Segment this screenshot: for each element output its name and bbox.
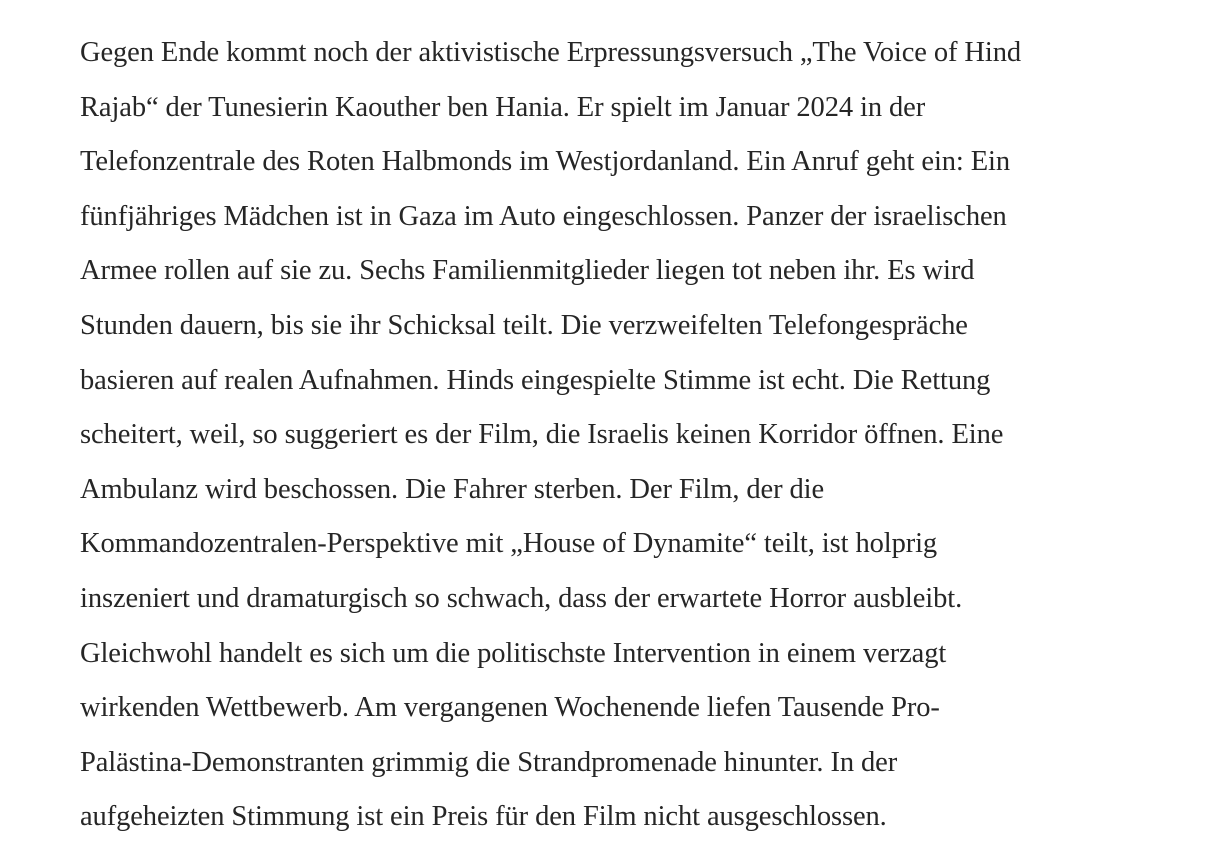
paragraph-line: aufgeheizten Stimmung ist ein Preis für den Film nicht ausgeschlossen. xyxy=(80,801,887,833)
paragraph-line: scheitert, weil, so suggeriert es der Film, die Israelis keinen Korridor öffnen. Eine xyxy=(80,419,1004,451)
paragraph-line: Ambulanz wird beschossen. Die Fahrer sterben. Der Film, der die xyxy=(80,473,824,505)
paragraph-line: basieren auf realen Aufnahmen. Hinds eingespielte Stimme ist echt. Die Rettung xyxy=(80,364,991,396)
paragraph-line: Kommandozentralen-Perspektive mit „House of Dynamite“ teilt, ist holprig xyxy=(80,528,938,560)
paragraph-line: Stunden dauern, bis sie ihr Schicksal teilt. Die verzweifelten Telefongespräche xyxy=(80,309,968,341)
paragraph-line: Telefonzentrale des Roten Halbmonds im Westjordanland. Ein Anruf geht ein: Ein xyxy=(80,146,1011,178)
paragraph-line: Palästina-Demonstranten grimmig die Strandpromenade hinunter. In der xyxy=(80,746,898,778)
article-paragraph xyxy=(80,26,1210,845)
paragraph-line: inszeniert und dramaturgisch so schwach, dass der erwartete Horror ausbleibt. xyxy=(80,582,963,614)
paragraph-line: Armee rollen auf sie zu. Sechs Familienmitglieder liegen tot neben ihr. Es wird xyxy=(80,255,975,287)
paragraph-line: Rajab“ der Tunesierin Kaouther ben Hania. Er spielt im Januar 2024 in der xyxy=(80,91,926,123)
paragraph-line: wirkenden Wettbewerb. Am vergangenen Wochenende liefen Tausende Pro- xyxy=(80,692,940,724)
paragraph-line: fünfjähriges Mädchen ist in Gaza im Auto eingeschlossen. Panzer der israelischen xyxy=(80,200,1007,232)
paragraph-line: Gleichwohl handelt es sich um die politischste Intervention in einem verzagt xyxy=(80,637,947,669)
paragraph-line: Gegen Ende kommt noch der aktivistische Erpressungsversuch „The Voice of Hind xyxy=(80,37,1022,68)
